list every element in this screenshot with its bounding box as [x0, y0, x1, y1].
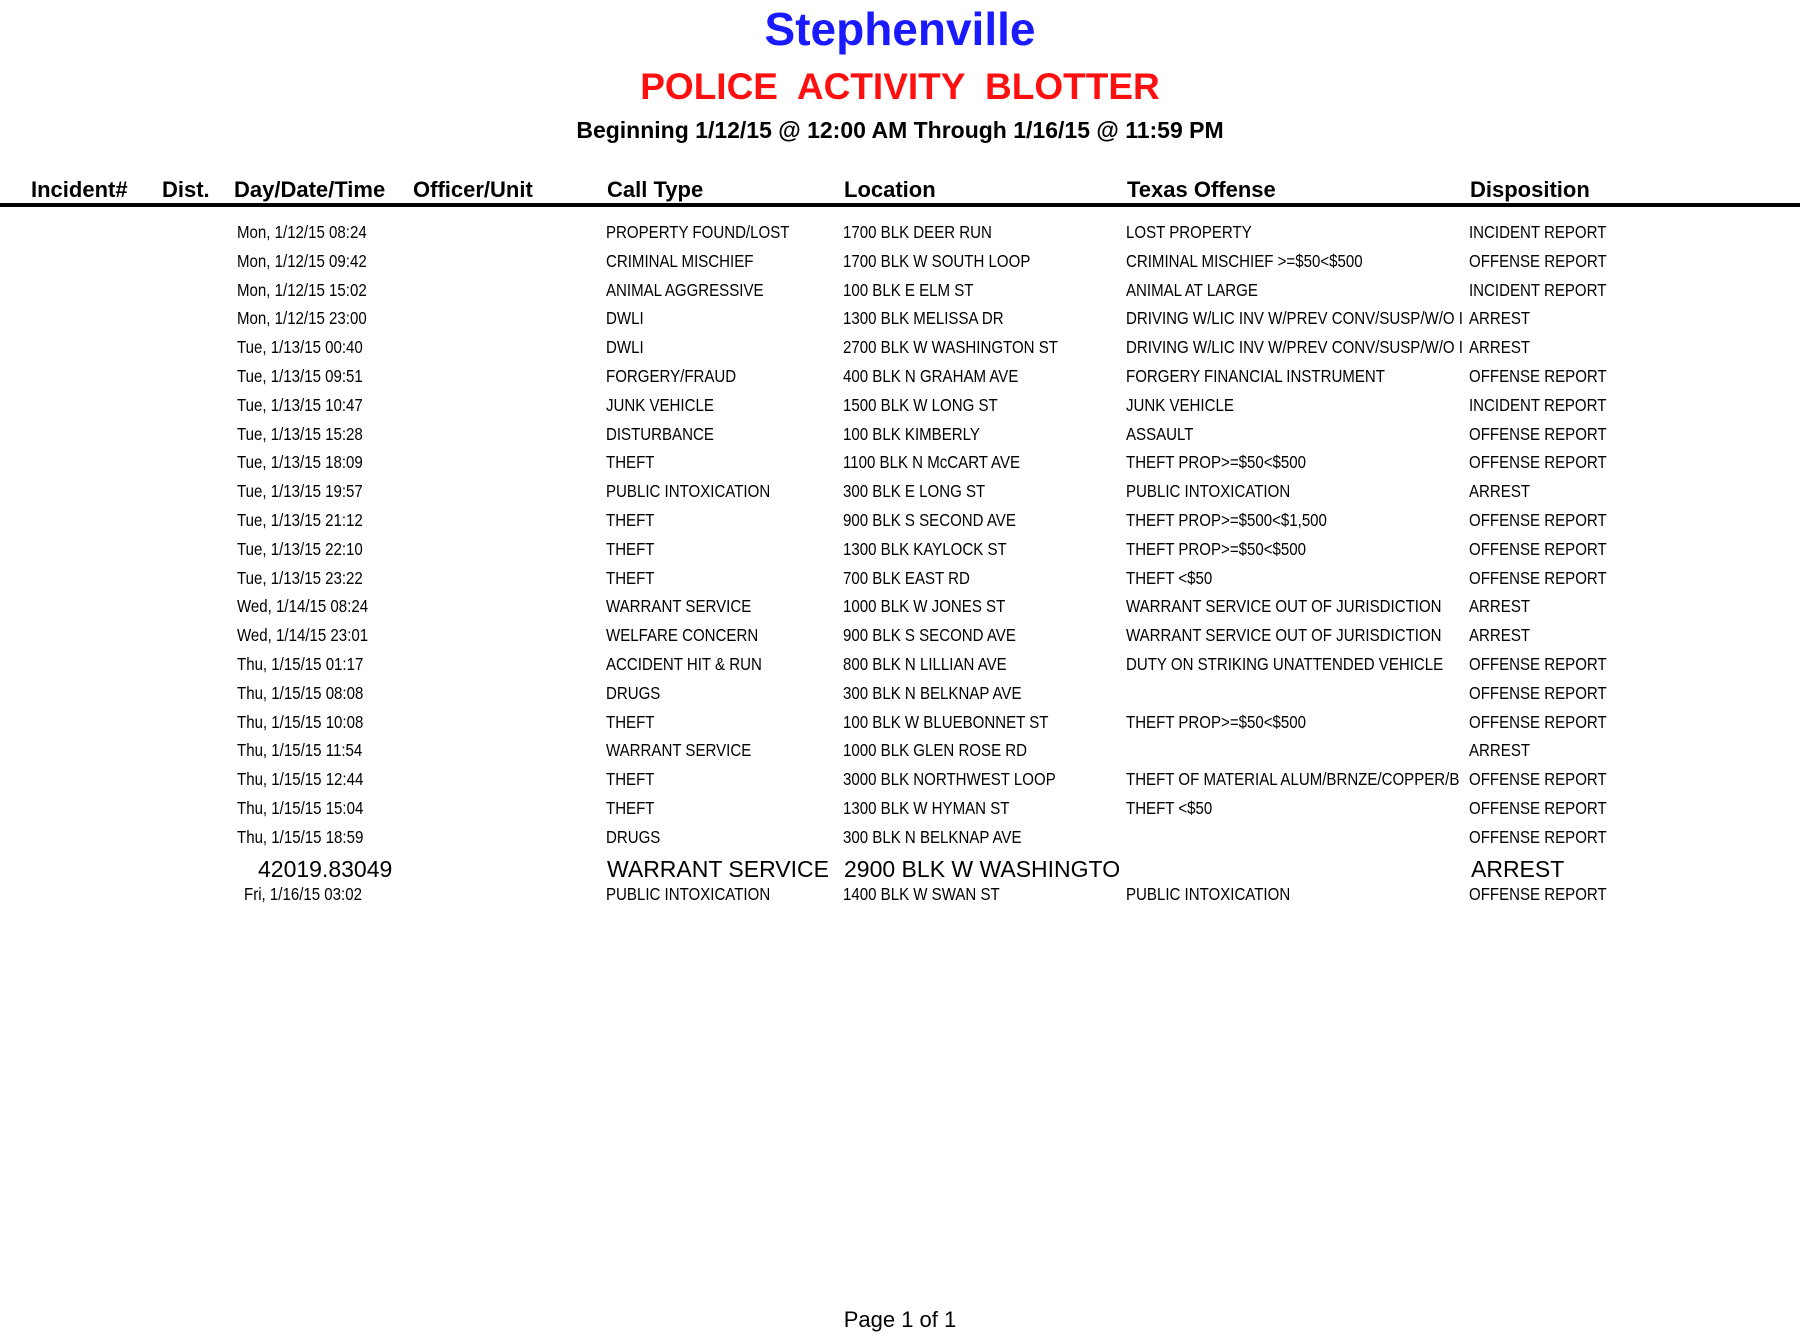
table-row: [0, 392, 1800, 421]
cell-call-type: DRUGS: [606, 826, 661, 847]
cell-offense: WARRANT SERVICE OUT OF JURISDICTION: [1126, 625, 1442, 646]
cell-location: 100 BLK E ELM ST: [843, 279, 974, 300]
cell-call-type: PUBLIC INTOXICATION: [606, 481, 771, 502]
cell-offense: THEFT <$50: [1126, 567, 1213, 588]
column-header-call-type: Call Type: [607, 177, 704, 202]
table-row: [0, 507, 1800, 536]
cell-offense: CRIMINAL MISCHIEF >=$50<$500: [1126, 250, 1363, 271]
cell-call-type: THEFT: [606, 797, 655, 818]
column-header-location: Location: [844, 177, 936, 202]
cell-call-type: FORGERY/FRAUD: [606, 365, 737, 386]
cell-disposition: INCIDENT REPORT: [1469, 394, 1607, 415]
cell-disposition: ARREST: [1469, 740, 1531, 761]
cell-call-type: ANIMAL AGGRESSIVE: [606, 279, 764, 300]
cell-datetime: Mon, 1/12/15 23:00: [237, 308, 367, 329]
cell-datetime: Tue, 1/13/15 21:12: [237, 509, 363, 530]
cell-location: 2700 BLK W WASHINGTON ST: [843, 337, 1058, 358]
column-header-offense: Texas Offense: [1127, 177, 1276, 202]
table-row: [0, 709, 1800, 738]
table-row: [0, 824, 1800, 853]
page-number: Page 1 of 1: [843, 1307, 957, 1332]
cell-location: 2900 BLK W WASHINGTO: [844, 855, 1121, 882]
table-row: [0, 622, 1800, 651]
cell-location: 900 BLK S SECOND AVE: [843, 625, 1016, 646]
cell-location: 800 BLK N LILLIAN AVE: [843, 653, 1007, 674]
cell-location: 300 BLK E LONG ST: [843, 481, 986, 502]
column-header-dist: Dist.: [162, 177, 210, 202]
cell-disposition: OFFENSE REPORT: [1469, 653, 1607, 674]
report-title: POLICE ACTIVITY BLOTTER: [640, 66, 1160, 107]
table-row: [0, 737, 1800, 766]
cell-disposition: OFFENSE REPORT: [1469, 682, 1607, 703]
cell-call-type: DISTURBANCE: [606, 423, 714, 444]
cell-location: 1700 BLK DEER RUN: [843, 222, 992, 242]
table-row: [0, 536, 1800, 565]
cell-call-type: WARRANT SERVICE: [606, 740, 752, 761]
cell-disposition: OFFENSE REPORT: [1469, 769, 1607, 790]
cell-disposition: ARREST: [1469, 625, 1531, 646]
cell-disposition: OFFENSE REPORT: [1469, 567, 1607, 588]
cell-disposition: OFFENSE REPORT: [1469, 826, 1607, 847]
cell-offense: DRIVING W/LIC INV W/PREV CONV/SUSP/W/O I: [1126, 308, 1463, 329]
cell-datetime: Tue, 1/13/15 15:28: [237, 423, 363, 444]
cell-offense: PUBLIC INTOXICATION: [1126, 883, 1291, 904]
cell-call-type: WARRANT SERVICE: [606, 596, 752, 617]
table-row: [0, 219, 1800, 248]
header-rule: [0, 203, 1800, 207]
cell-call-type: ACCIDENT HIT & RUN: [606, 653, 762, 674]
cell-datetime: Mon, 1/12/15 09:42: [237, 250, 367, 271]
cell-datetime: Thu, 1/15/15 11:54: [237, 740, 363, 761]
cell-datetime: Thu, 1/15/15 10:08: [237, 711, 364, 732]
cell-disposition: OFFENSE REPORT: [1469, 711, 1607, 732]
table-row: [0, 305, 1800, 334]
blotter-table: [0, 219, 1800, 909]
cell-location: 1500 BLK W LONG ST: [843, 394, 998, 415]
cell-offense: THEFT PROP>=$50<$500: [1126, 711, 1307, 732]
cell-offense: THEFT OF MATERIAL ALUM/BRNZE/COPPER/B: [1126, 769, 1460, 790]
cell-call-type: DWLI: [606, 337, 644, 358]
cell-location: 1300 BLK MELISSA DR: [843, 308, 1004, 329]
cell-location: 3000 BLK NORTHWEST LOOP: [843, 769, 1056, 790]
date-range: Beginning 1/12/15 @ 12:00 AM Through 1/16/15 @ 11:59 PM: [576, 117, 1224, 143]
cell-location: 300 BLK N BELKNAP AVE: [843, 826, 1022, 847]
cell-location: 900 BLK S SECOND AVE: [843, 509, 1016, 530]
cell-datetime: Tue, 1/13/15 09:51: [237, 365, 363, 386]
table-row: [0, 881, 1800, 910]
cell-call-type: DWLI: [606, 308, 644, 329]
table-row: [0, 421, 1800, 450]
cell-location: 300 BLK N BELKNAP AVE: [843, 682, 1022, 703]
cell-disposition: OFFENSE REPORT: [1469, 509, 1607, 530]
cell-datetime: Thu, 1/15/15 08:08: [237, 682, 364, 703]
cell-disposition: ARREST: [1469, 337, 1531, 358]
cell-call-type: PROPERTY FOUND/LOST: [606, 222, 790, 242]
cell-datetime: Thu, 1/15/15 01:17: [237, 653, 364, 674]
cell-datetime: Fri, 1/16/15 03:02: [244, 883, 362, 904]
cell-disposition: OFFENSE REPORT: [1469, 538, 1607, 559]
column-header-officer: Officer/Unit: [413, 177, 533, 202]
table-row: [0, 478, 1800, 507]
cell-datetime: Thu, 1/15/15 12:44: [237, 769, 364, 790]
cell-datetime: Tue, 1/13/15 10:47: [237, 394, 363, 415]
cell-location: 1000 BLK W JONES ST: [843, 596, 1006, 617]
table-row: [0, 565, 1800, 594]
table-row: [0, 680, 1800, 709]
cell-call-type: WELFARE CONCERN: [606, 625, 759, 646]
cell-offense: WARRANT SERVICE OUT OF JURISDICTION: [1126, 596, 1442, 617]
cell-location: 400 BLK N GRAHAM AVE: [843, 365, 1019, 386]
table-row: [0, 593, 1800, 622]
cell-offense: DUTY ON STRIKING UNATTENDED VEHICLE: [1126, 653, 1444, 674]
cell-call-type: THEFT: [606, 452, 655, 473]
cell-offense: THEFT <$50: [1126, 797, 1213, 818]
cell-datetime: Tue, 1/13/15 18:09: [237, 452, 363, 473]
cell-disposition: INCIDENT REPORT: [1469, 279, 1607, 300]
table-row: [0, 334, 1800, 363]
cell-call-type: PUBLIC INTOXICATION: [606, 883, 771, 904]
cell-datetime: Thu, 1/15/15 18:59: [237, 826, 364, 847]
cell-offense: THEFT PROP>=$500<$1,500: [1126, 509, 1327, 530]
cell-datetime: Mon, 1/12/15 15:02: [237, 279, 367, 300]
column-header-incident: Incident#: [31, 177, 128, 202]
column-header-disposition: Disposition: [1470, 177, 1590, 202]
cell-call-type: THEFT: [606, 711, 655, 732]
cell-disposition: ARREST: [1471, 855, 1565, 882]
cell-location: 1300 BLK W HYMAN ST: [843, 797, 1010, 818]
cell-call-type: DRUGS: [606, 682, 661, 703]
cell-disposition: OFFENSE REPORT: [1469, 797, 1607, 818]
table-row: [0, 651, 1800, 680]
cell-disposition: OFFENSE REPORT: [1469, 250, 1607, 271]
table-row: [0, 795, 1800, 824]
cell-offense: PUBLIC INTOXICATION: [1126, 481, 1291, 502]
cell-disposition: OFFENSE REPORT: [1469, 452, 1607, 473]
table-row: [0, 766, 1800, 795]
cell-disposition: INCIDENT REPORT: [1469, 222, 1607, 242]
table-row: [0, 248, 1800, 277]
cell-call-type: THEFT: [606, 769, 655, 790]
cell-location: 700 BLK EAST RD: [843, 567, 970, 588]
cell-offense: THEFT PROP>=$50<$500: [1126, 452, 1307, 473]
cell-call-type: THEFT: [606, 538, 655, 559]
cell-datetime: Tue, 1/13/15 00:40: [237, 337, 363, 358]
cell-datetime: Wed, 1/14/15 08:24: [237, 596, 369, 617]
cell-location: 1300 BLK KAYLOCK ST: [843, 538, 1007, 559]
city-title: Stephenville: [764, 3, 1036, 55]
cell-disposition: OFFENSE REPORT: [1469, 883, 1607, 904]
cell-datetime: Mon, 1/12/15 08:24: [237, 222, 367, 242]
cell-call-type: JUNK VEHICLE: [606, 394, 714, 415]
cell-offense: ANIMAL AT LARGE: [1126, 279, 1258, 300]
cell-offense: FORGERY FINANCIAL INSTRUMENT: [1126, 365, 1385, 386]
cell-offense: THEFT PROP>=$50<$500: [1126, 538, 1307, 559]
cell-location: 1400 BLK W SWAN ST: [843, 883, 1000, 904]
cell-datetime: Tue, 1/13/15 19:57: [237, 481, 363, 502]
cell-call-type: CRIMINAL MISCHIEF: [606, 250, 754, 271]
cell-location: 1100 BLK N McCART AVE: [843, 452, 1021, 473]
column-header-datetime: Day/Date/Time: [234, 177, 386, 202]
cell-call-type: THEFT: [606, 509, 655, 530]
cell-disposition: ARREST: [1469, 596, 1531, 617]
table-row: [0, 449, 1800, 478]
cell-datetime: Wed, 1/14/15 23:01: [237, 625, 369, 646]
table-row: [0, 277, 1800, 306]
cell-disposition: OFFENSE REPORT: [1469, 423, 1607, 444]
cell-call-type: THEFT: [606, 567, 655, 588]
cell-offense: JUNK VEHICLE: [1126, 394, 1234, 415]
cell-disposition: ARREST: [1469, 308, 1531, 329]
cell-disposition: OFFENSE REPORT: [1469, 365, 1607, 386]
cell-disposition: ARREST: [1469, 481, 1531, 502]
cell-location: 100 BLK W BLUEBONNET ST: [843, 711, 1049, 732]
table-row: [0, 363, 1800, 392]
cell-offense: ASSAULT: [1126, 423, 1194, 444]
cell-datetime: 42019.83049: [258, 855, 393, 882]
cell-location: 1700 BLK W SOUTH LOOP: [843, 250, 1031, 271]
cell-offense: LOST PROPERTY: [1126, 222, 1252, 242]
cell-datetime: Tue, 1/13/15 23:22: [237, 567, 363, 588]
cell-location: 100 BLK KIMBERLY: [843, 423, 980, 444]
cell-location: 1000 BLK GLEN ROSE RD: [843, 740, 1028, 761]
cell-datetime: Tue, 1/13/15 22:10: [237, 538, 363, 559]
cell-call-type: WARRANT SERVICE: [607, 855, 829, 882]
cell-offense: DRIVING W/LIC INV W/PREV CONV/SUSP/W/O I: [1126, 337, 1463, 358]
table-row: [0, 853, 1800, 881]
cell-datetime: Thu, 1/15/15 15:04: [237, 797, 364, 818]
